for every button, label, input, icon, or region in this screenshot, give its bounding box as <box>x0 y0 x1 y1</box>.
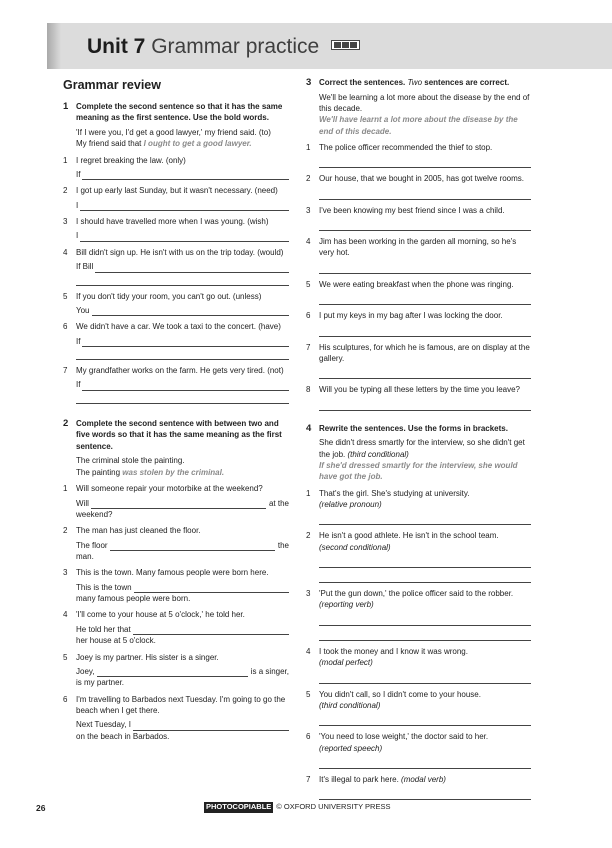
list-item: 2 I got up early last Sunday, but it wasn't necessary. (need) I <box>63 185 289 211</box>
list-item: 3 I've been knowing my best friend since I was a child. <box>306 205 531 231</box>
answer-line[interactable] <box>76 393 289 404</box>
section-title: Grammar practice <box>151 35 320 58</box>
page-title <box>87 34 360 60</box>
exercise-number: 3 <box>306 77 312 88</box>
list-item: 2 Our house, that we bought in 2005, has got twelve rooms. <box>306 173 531 199</box>
list-item: 1 I regret breaking the law. (only) If <box>63 155 289 181</box>
list-item: 7 My grandfather works on the farm. He gets very tired. (not) If <box>63 365 289 404</box>
answer-line[interactable] <box>133 625 289 635</box>
exercise-instruction: Correct the sentences. Two sentences are correct. <box>319 78 510 87</box>
example-answer: We'll have learnt a lot more about the disease by the end of this decade. <box>319 115 518 136</box>
answer-line[interactable] <box>319 671 531 684</box>
list-item: 3 'Put the gun down,' the police officer said to the robber. (reporting verb) <box>306 588 531 641</box>
answer-line[interactable] <box>319 187 531 200</box>
list-item: 5 We were eating breakfast when the phone was ringing. <box>306 279 531 305</box>
grammar-review-heading: Grammar review <box>63 78 161 92</box>
example-question: She didn't dress smartly for the interview, so she didn't get the job. (third conditional) <box>319 438 525 459</box>
list-item: 6 'You need to lose weight,' the doctor said to her. (reported speech) <box>306 731 531 769</box>
answer-line[interactable] <box>319 155 531 168</box>
answer-line[interactable] <box>319 570 531 583</box>
list-item: 8 Will you be typing all these letters by the time you leave? <box>306 384 531 410</box>
example-answer-line: My friend said that I ought to get a good lawyer. <box>76 139 252 149</box>
answer-line[interactable] <box>80 232 289 242</box>
list-item: 2 He isn't a good athlete. He isn't in the school team. (second conditional) <box>306 530 531 583</box>
list-item: 5 You didn't call, so I didn't come to your house. (third conditional) <box>306 689 531 727</box>
exercise-instruction: Complete the second sentence so that it has the same meaning as the first sentence. Use the bold words. <box>76 101 283 123</box>
answer-line[interactable] <box>319 366 531 379</box>
example-question: We'll be learning a lot more about the disease by the end of this decade. <box>319 92 530 113</box>
answer-line[interactable] <box>82 337 289 347</box>
answer-line[interactable] <box>319 398 531 411</box>
publisher-credit: © OXFORD UNIVERSITY PRESS <box>276 802 391 811</box>
example-question: 'If I were you, I'd get a good lawyer,' my friend said. (to) <box>76 127 271 137</box>
list-item: 1 That's the girl. She's studying at university. (relative pronoun) <box>306 488 531 526</box>
level-indicator-icon <box>331 40 360 50</box>
answer-line[interactable] <box>319 713 531 726</box>
list-item: 5 If you don't tidy your room, you can't go out. (unless) You <box>63 291 289 317</box>
answer-line[interactable] <box>97 667 248 677</box>
list-item: 2 The man has just cleaned the floor. The floor the man. <box>63 526 289 561</box>
answer-line[interactable] <box>80 201 289 211</box>
list-item: 5 Joey is my partner. His sister is a singer. Joey, is a singer, is my partner. <box>63 652 289 688</box>
answer-line[interactable] <box>319 555 531 568</box>
list-item: 7 His sculptures, for which he is famous, are on display at the gallery. <box>306 342 531 380</box>
answer-line[interactable] <box>319 787 531 800</box>
exercise-2 <box>63 418 289 742</box>
list-item: 4 I took the money and I know it was wrong. (modal perfect) <box>306 646 531 684</box>
example-answer-line: The painting was stolen by the criminal. <box>76 467 225 477</box>
list-item: 6 We didn't have a car. We took a taxi to the concert. (have) If <box>63 321 289 360</box>
example-answer: If she'd dressed smartly for the interview, she would have got the job. <box>319 460 518 482</box>
list-item: 1 Will someone repair your motorbike at the weekend? Will at the weekend? <box>63 484 289 519</box>
list-item: 4 'I'll come to your house at 5 o'clock,' he told her. He told her that her house at 5 o'clock. <box>63 609 289 646</box>
exercise-4 <box>306 423 531 801</box>
answer-line[interactable] <box>319 261 531 274</box>
example-question: The criminal stole the painting. <box>76 456 185 466</box>
list-item: 6 I'm travelling to Barbados next Tuesday. I'm going to go the beach when I get there. Next Tuesday, I on the beach in Barbados. <box>63 694 289 742</box>
answer-line[interactable] <box>319 292 531 305</box>
answer-line[interactable] <box>319 324 531 337</box>
list-item: 3 This is the town. Many famous people were born here. This is the town many famous people were born. <box>63 567 289 604</box>
unit-label: Unit 7 <box>87 35 146 58</box>
answer-line[interactable] <box>82 170 289 180</box>
list-item: 4 Jim has been working in the garden all morning, so he's very hot. <box>306 236 531 274</box>
header-band-edge <box>47 23 61 69</box>
list-item: 4 Bill didn't sign up. He isn't with us on the trip today. (would) If Bill <box>63 247 289 286</box>
exercise-number: 4 <box>306 422 312 434</box>
answer-line[interactable] <box>319 756 531 769</box>
answer-line[interactable] <box>319 218 531 231</box>
answer-line[interactable] <box>76 275 289 286</box>
answer-line[interactable] <box>92 306 290 316</box>
exercise-instruction: Complete the second sentence with between two and five words so that it has the same meaning as the first sentence. <box>76 418 282 451</box>
answer-line[interactable] <box>134 583 289 593</box>
list-item: 7 It's illegal to park here. (modal verb) <box>306 774 531 800</box>
answer-line[interactable] <box>82 381 289 391</box>
answer-line[interactable] <box>95 263 289 273</box>
photocopiable-badge: PHOTOCOPIABLE <box>206 802 272 811</box>
answer-line[interactable] <box>133 721 289 731</box>
exercise-number: 2 <box>63 417 69 429</box>
exercise-instruction: Rewrite the sentences. Use the forms in brackets. <box>319 423 508 433</box>
answer-line[interactable] <box>319 512 531 525</box>
answer-line[interactable] <box>319 628 531 641</box>
list-item: 1 The police officer recommended the thief to stop. <box>306 142 531 168</box>
exercise-number: 1 <box>63 100 69 112</box>
exercise-3 <box>306 77 531 411</box>
exercise-1 <box>63 101 289 404</box>
footer-credit <box>204 802 390 813</box>
answer-line[interactable] <box>76 349 289 360</box>
answer-line[interactable] <box>319 613 531 626</box>
right-column <box>306 77 531 810</box>
list-item: 6 I put my keys in my bag after I was locking the door. <box>306 310 531 336</box>
list-item: 3 I should have travelled more when I was young. (wish) I <box>63 216 289 242</box>
left-column <box>63 77 289 752</box>
answer-line[interactable] <box>110 541 275 551</box>
answer-line[interactable] <box>91 499 266 509</box>
page-number: 26 <box>36 803 46 813</box>
